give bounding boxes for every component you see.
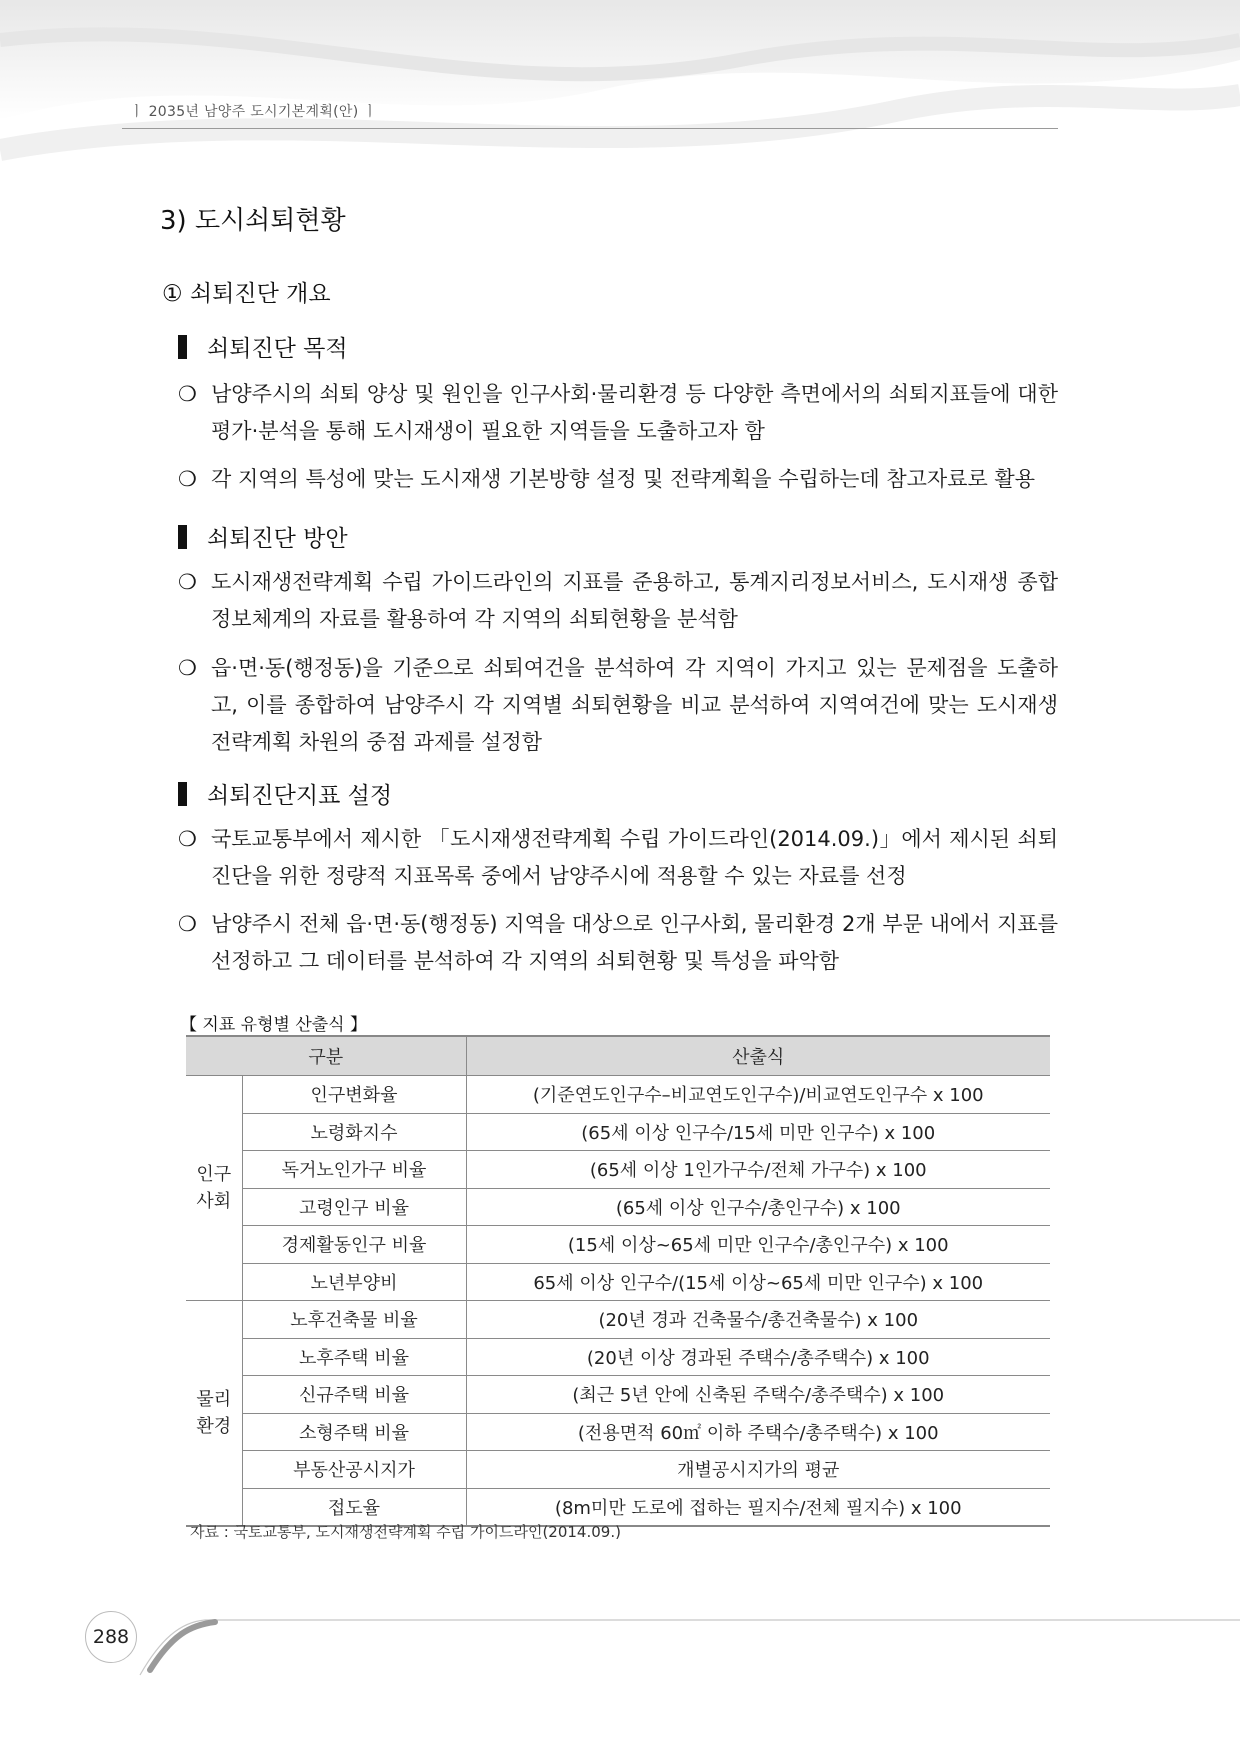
table-caption: 【 지표 유형별 산출식 】 — [180, 1015, 367, 1035]
indicator-name: 인구변화율 — [242, 1076, 466, 1114]
indicator-name: 독거노인가구 비율 — [242, 1151, 466, 1189]
heading-indicators — [178, 777, 392, 810]
table-row — [186, 1076, 1050, 1114]
heading-label: 쇠퇴진단지표 설정 — [207, 783, 393, 809]
indicator-name: 노후주택 비율 — [242, 1338, 466, 1376]
table-row — [186, 1151, 1050, 1189]
column-header-formula: 산출식 — [466, 1036, 1050, 1076]
heading-method — [178, 520, 348, 553]
header-background-waves — [0, 0, 1240, 200]
indicator-formula: (65세 이상 1인가구수/전체 가구수) x 100 — [466, 1151, 1050, 1189]
indicator-formula: (8m미만 도로에 접하는 필지수/전체 필지수) x 100 — [466, 1488, 1050, 1526]
heading-label: 쇠퇴진단 방안 — [207, 526, 348, 552]
indicator-formula: (20년 경과 건축물수/총건축물수) x 100 — [466, 1301, 1050, 1339]
group-label-physical — [186, 1301, 242, 1527]
table-header-row — [186, 1036, 1050, 1076]
circle-bullet-icon: ❍ — [178, 827, 197, 851]
bullet-item — [178, 564, 1058, 638]
table-row — [186, 1301, 1050, 1339]
running-header: ㅣ 2035년 남양주 도시기본계획(안) ㅣ — [130, 104, 378, 120]
header-divider — [122, 128, 1058, 129]
bullet-item — [178, 650, 1058, 761]
indicator-formula-table — [186, 1035, 1050, 1527]
bullet-item — [178, 906, 1058, 980]
indicator-name: 접도율 — [242, 1488, 466, 1526]
circle-bullet-icon: ❍ — [178, 382, 197, 406]
indicator-formula: 개별공시지가의 평균 — [466, 1451, 1050, 1489]
indicator-name: 고령인구 비율 — [242, 1188, 466, 1226]
circle-bullet-icon: ❍ — [178, 656, 197, 680]
section-title: 3) 도시쇠퇴현황 — [160, 206, 346, 236]
circle-bullet-icon: ❍ — [178, 912, 197, 936]
indicator-formula: 65세 이상 인구수/(15세 이상~65세 미만 인구수) x 100 — [466, 1263, 1050, 1301]
indicator-name: 노후건축물 비율 — [242, 1301, 466, 1339]
indicator-name: 경제활동인구 비율 — [242, 1226, 466, 1264]
table-row — [186, 1338, 1050, 1376]
indicator-formula: (기준연도인구수–비교연도인구수)/비교연도인구수 x 100 — [466, 1076, 1050, 1114]
footer-swoosh-decoration — [0, 1600, 1240, 1700]
bullet-item — [178, 461, 1058, 498]
heading-purpose — [178, 330, 348, 363]
table-row — [186, 1263, 1050, 1301]
table-row — [186, 1188, 1050, 1226]
column-header-category: 구분 — [186, 1036, 466, 1076]
table-row — [186, 1451, 1050, 1489]
heading-bar-marker — [178, 335, 187, 359]
bullet-text: 읍·면·동(행정동)을 기준으로 쇠퇴여건을 분석하여 각 지역이 가지고 있는 문제점을 도출하고, 이를 종합하여 남양주시 각 지역별 쇠퇴현황을 비교 분석하여 지역여건에 맞는 도시재생전략계획 차원의 중점 과제를 설정함 — [211, 656, 1058, 754]
heading-bar-marker — [178, 782, 187, 806]
subsection-title: ① 쇠퇴진단 개요 — [162, 281, 331, 307]
indicator-name: 노령화지수 — [242, 1113, 466, 1151]
indicator-name: 부동산공시지가 — [242, 1451, 466, 1489]
indicator-formula: (전용면적 60㎡ 이하 주택수/총주택수) x 100 — [466, 1413, 1050, 1451]
bullet-item — [178, 376, 1058, 450]
indicator-formula: (65세 이상 인구수/총인구수) x 100 — [466, 1188, 1050, 1226]
table-row — [186, 1226, 1050, 1264]
bullet-text: 도시재생전략계획 수립 가이드라인의 지표를 준용하고, 통계지리정보서비스, 도시재생 종합정보체계의 자료를 활용하여 각 지역의 쇠퇴현황을 분석함 — [211, 570, 1058, 631]
heading-bar-marker — [178, 525, 187, 549]
table-source-note: 자료 : 국토교통부, 도시재생전략계획 수립 가이드라인(2014.09.) — [190, 1523, 621, 1541]
group-label-text: 인구 사회 — [196, 1164, 232, 1212]
indicator-formula: (20년 이상 경과된 주택수/총주택수) x 100 — [466, 1338, 1050, 1376]
heading-label: 쇠퇴진단 목적 — [207, 336, 348, 362]
indicator-name: 신규주택 비율 — [242, 1376, 466, 1414]
bullet-text: 남양주시 전체 읍·면·동(행정동) 지역을 대상으로 인구사회, 물리환경 2개 부문 내에서 지표를 선정하고 그 데이터를 분석하여 각 지역의 쇠퇴현황 및 특성을 파악함 — [211, 912, 1058, 973]
bullet-text: 각 지역의 특성에 맞는 도시재생 기본방향 설정 및 전략계획을 수립하는데 참고자료로 활용 — [211, 467, 1036, 491]
bullet-text: 남양주시의 쇠퇴 양상 및 원인을 인구사회·물리환경 등 다양한 측면에서의 쇠퇴지표들에 대한 평가·분석을 통해 도시재생이 필요한 지역들을 도출하고자 함 — [211, 382, 1058, 443]
circle-bullet-icon: ❍ — [178, 570, 197, 594]
indicator-formula: (최근 5년 안에 신축된 주택수/총주택수) x 100 — [466, 1376, 1050, 1414]
table-row — [186, 1413, 1050, 1451]
page-number: 288 — [85, 1611, 137, 1663]
group-label-text: 물리 환경 — [196, 1389, 232, 1437]
table-row — [186, 1113, 1050, 1151]
indicator-name: 소형주택 비율 — [242, 1413, 466, 1451]
indicator-name: 노년부양비 — [242, 1263, 466, 1301]
table-row — [186, 1376, 1050, 1414]
indicator-formula: (65세 이상 인구수/15세 미만 인구수) x 100 — [466, 1113, 1050, 1151]
circle-bullet-icon: ❍ — [178, 467, 197, 491]
bullet-item — [178, 821, 1058, 895]
indicator-formula: (15세 이상~65세 미만 인구수/총인구수) x 100 — [466, 1226, 1050, 1264]
group-label-population — [186, 1076, 242, 1301]
bullet-text: 국토교통부에서 제시한 「도시재생전략계획 수립 가이드라인(2014.09.)」에서 제시된 쇠퇴 진단을 위한 정량적 지표목록 중에서 남양주시에 적용할 수 있는 자료를 선정 — [211, 827, 1058, 888]
